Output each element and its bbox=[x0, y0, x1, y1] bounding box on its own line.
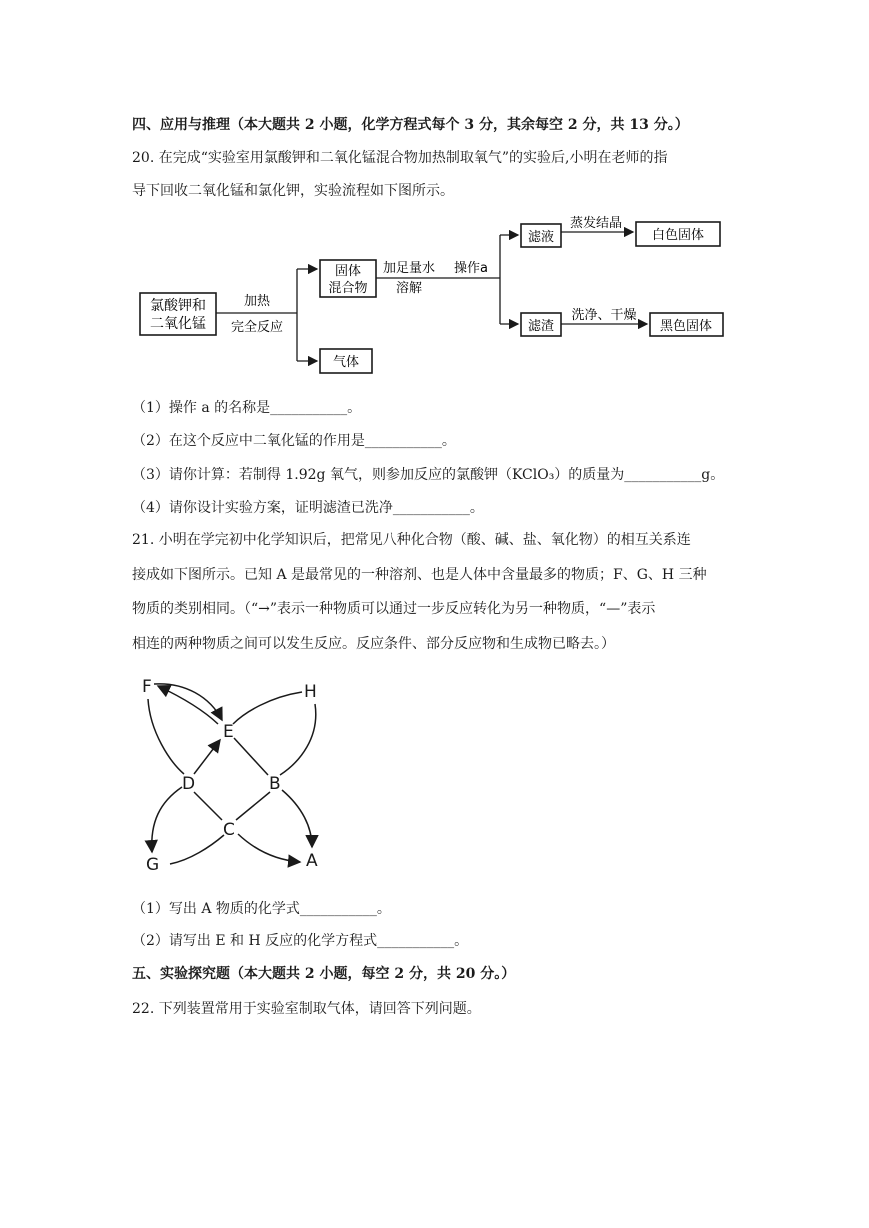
q20-flowchart bbox=[130, 215, 740, 385]
flow-wash-dry: 洗净、干燥 bbox=[571, 308, 637, 323]
flow-start-line1: 氯酸钾和 bbox=[150, 298, 206, 314]
flow-white-solid: 白色固体 bbox=[651, 228, 705, 243]
flow-complete-label: 完全反应 bbox=[230, 320, 284, 335]
q21-relation-diagram bbox=[130, 672, 340, 877]
q21-stem-line2: 接成如下图所示。已知 A 是最常见的一种溶剂、也是人体中含量最多的物质；F、G、H 三种 bbox=[132, 567, 707, 583]
q20-sub4: （4）请你设计实验方案，证明滤渣已洗净___________。 bbox=[132, 500, 484, 516]
q20-sub2: （2）在这个反应中二氧化锰的作用是___________。 bbox=[132, 433, 456, 449]
node-B: B bbox=[269, 774, 281, 794]
node-C: C bbox=[223, 820, 235, 840]
flow-solid-line2: 混合物 bbox=[328, 281, 368, 296]
flow-add-water: 加足量水 bbox=[382, 261, 436, 276]
q21-sub2: （2）请写出 E 和 H 反应的化学方程式___________。 bbox=[132, 933, 469, 949]
q20-stem-line2: 导下回收二氧化锰和氯化钾，实验流程如下图所示。 bbox=[132, 183, 454, 199]
node-F: F bbox=[142, 677, 152, 697]
node-E: E bbox=[223, 722, 234, 742]
q21-stem-line4: 相连的两种物质之间可以发生反应。反应条件、部分反应物和生成物已略去。） bbox=[132, 636, 615, 652]
section-4-heading: 四、应用与推理（本大题共 2 小题，化学方程式每个 3 分，其余每空 2 分，共 13 分。） bbox=[132, 117, 689, 133]
node-H: H bbox=[304, 682, 317, 702]
q21-stem-line1: 21. 小明在学完初中化学知识后，把常见八种化合物（酸、碱、盐、氧化物）的相互关系连 bbox=[132, 532, 691, 548]
q21-stem-line3: 物质的类别相同。（“→”表示一种物质可以通过一步反应转化为另一种物质，“—”表示 bbox=[132, 601, 656, 617]
q22-stem: 22. 下列装置常用于实验室制取气体，请回答下列问题。 bbox=[132, 1001, 481, 1017]
flow-residue: 滤渣 bbox=[527, 319, 555, 334]
flow-operation: 操作a bbox=[454, 261, 488, 276]
q20-sub3: （3）请你计算：若制得 1.92g 氧气，则参加反应的氯酸钾（KClO₃）的质量为___________g。 bbox=[132, 467, 725, 483]
q20-stem-line1: 20. 在完成“实验室用氯酸钾和二氧化锰混合物加热制取氧气”的实验后,小明在老师的指 bbox=[132, 150, 668, 166]
q20-sub1: （1）操作 a 的名称是___________。 bbox=[132, 400, 362, 416]
flow-filtrate: 滤液 bbox=[527, 230, 555, 245]
flow-gas: 气体 bbox=[332, 355, 360, 370]
flow-solid-line1: 固体 bbox=[334, 264, 362, 279]
flow-start-line2: 二氧化锰 bbox=[150, 316, 206, 332]
flow-heat-label: 加热 bbox=[243, 294, 271, 309]
section-5-heading: 五、实验探究题（本大题共 2 小题，每空 2 分，共 20 分。） bbox=[132, 966, 516, 982]
flow-evaporate: 蒸发结晶 bbox=[569, 216, 623, 231]
flow-black-solid: 黑色固体 bbox=[659, 319, 713, 334]
flow-dissolve: 溶解 bbox=[395, 281, 423, 296]
node-D: D bbox=[182, 774, 196, 794]
q21-sub1: （1）写出 A 物质的化学式___________。 bbox=[132, 901, 391, 917]
node-A: A bbox=[306, 851, 318, 871]
node-G: G bbox=[146, 855, 160, 875]
